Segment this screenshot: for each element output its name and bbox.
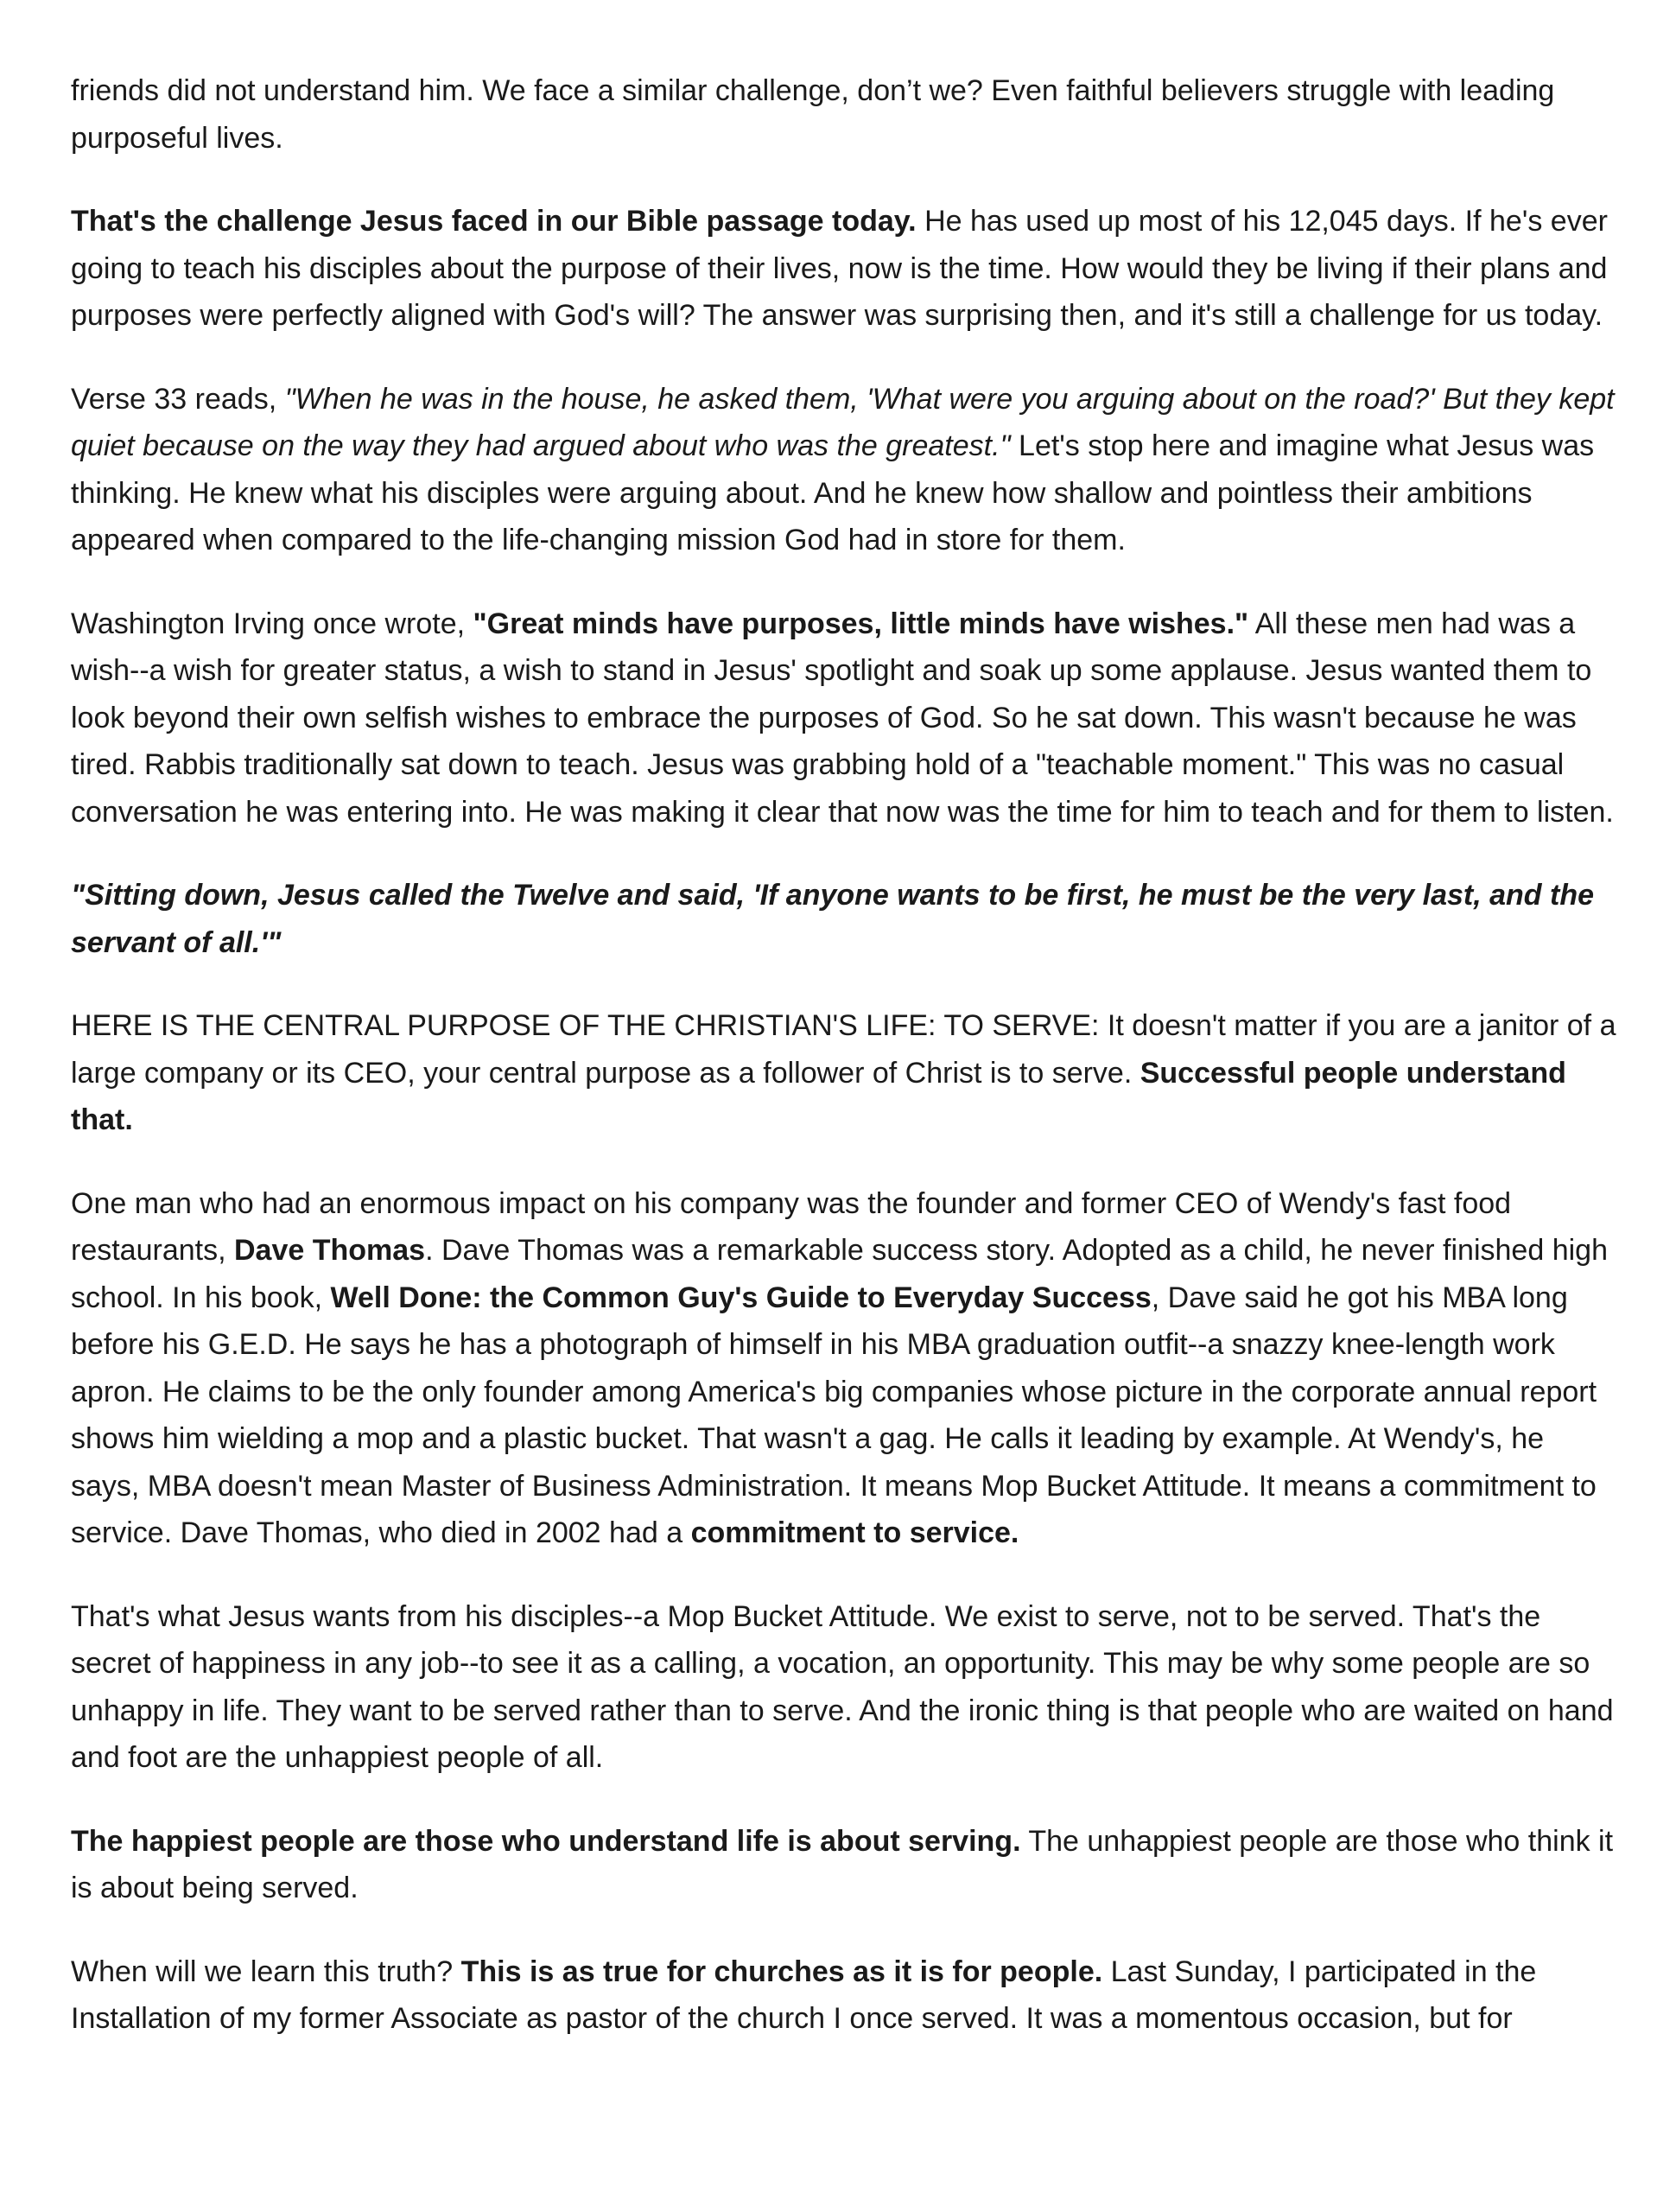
paragraph-3	[71, 376, 1617, 564]
paragraph-text: . Dave Thomas was a remarkable success story. Adopted as a child, he never finished high school. In his book,	[71, 1234, 1608, 1314]
paragraph-text: That's what Jesus wants from his disciples--a Mop Bucket Attitude. We exist to serve, not to be served. That's the secret of happiness in any job--to see it as a calling, a vocation, an opportunity. This may be why some people are so unhappy in life. They want to be served rather than to serve. And the ironic thing is that people who are waited on hand and foot are the unhappiest people of all.	[71, 1599, 1614, 1774]
quotation-bold: "Great minds have purposes, little minds have wishes."	[473, 607, 1249, 640]
paragraph-2	[71, 198, 1617, 340]
paragraph-text: One man who had an enormous impact on his company was the founder and former CEO of Wendy's fast food restaurants,	[71, 1186, 1512, 1267]
paragraph-text: When will we learn this truth?	[71, 1955, 461, 1988]
paragraph-1	[71, 67, 1617, 162]
paragraph-8	[71, 1593, 1617, 1782]
paragraph-4	[71, 601, 1617, 836]
paragraph-9	[71, 1818, 1617, 1912]
bold-emphasis: This is as true for churches as it is for people.	[460, 1955, 1103, 1988]
paragraph-7	[71, 1180, 1617, 1557]
book-title: Well Done: the Common Guy's Guide to Everyday Success	[330, 1281, 1152, 1314]
scripture-quote-bold: "Sitting down, Jesus called the Twelve and said, 'If anyone wants to be first, he must be the very last, and the servant of all.'"	[71, 879, 1595, 959]
paragraph-text: HERE IS THE CENTRAL PURPOSE OF THE CHRISTIAN'S LIFE: TO SERVE: It doesn't matter if you are a janitor of a large company or its CEO, your central purpose as a follower of Christ is to serve.	[71, 1009, 1616, 1090]
paragraph-text: Last Sunday, I participated in the Installation of my former Associate as pastor of the church I once served. It was a momentous occasion, but for	[71, 1955, 1537, 2035]
paragraph-text: , Dave said he got his MBA long before his G.E.D. He says he has a photograph of himself in his MBA graduation outfit--a snazzy knee-length work apron. He claims to be the only founder among America's big companies whose picture in the corporate annual report shows him wielding a mop and a plastic bucket. That wasn't a gag. He calls it leading by example. At Wendy's, he says, MBA doesn't mean Master of Business Administration. It means Mop Bucket Attitude. It means a commitment to service. Dave Thomas, who died in 2002 had a	[71, 1281, 1597, 1549]
paragraph-text: He has used up most of his 12,045 days. If he's ever going to teach his disciples about the purpose of their lives, now is the time. How would they be living if their plans and purposes were perfectly aligned with God's will? The answer was surprising then, and it's still a challenge for us today.	[71, 205, 1608, 332]
paragraph-text: friends did not understand him. We face a similar challenge, don’t we? Even faithful believers struggle with leading purposeful lives.	[71, 74, 1555, 155]
paragraph-text: Verse 33 reads,	[71, 382, 285, 416]
paragraph-text: Washington Irving once wrote,	[71, 607, 473, 640]
bold-name: Dave Thomas	[233, 1234, 426, 1267]
paragraph-5	[71, 872, 1617, 966]
bold-lead-sentence: The happiest people are those who understand life is about serving.	[71, 1824, 1021, 1858]
bold-emphasis: Successful people understand that.	[71, 1056, 1566, 1136]
paragraph-6	[71, 1002, 1617, 1144]
bold-lead-sentence: That's the challenge Jesus faced in our Bible passage today.	[71, 205, 917, 238]
paragraph-text: All these men had was a wish--a wish for greater status, a wish to stand in Jesus' spotlight and soak up some applause. Jesus wanted them to look beyond their own selfish wishes to embrace the purposes of God. So he sat down. This wasn't because he was tired. Rabbis traditionally sat down to teach. Jesus was grabbing hold of a "teachable moment." This was no casual conversation he was entering into. He was making it clear that now was the time for him to teach and for them to listen.	[71, 607, 1614, 829]
scripture-quote: "When he was in the house, he asked them, 'What were you arguing about on the road?' But they kept quiet because on the way they had argued about who was the greatest."	[71, 382, 1615, 462]
document-page	[71, 67, 1617, 2079]
paragraph-text: Let's stop here and imagine what Jesus was thinking. He knew what his disciples were arguing about. And he knew how shallow and pointless their ambitions appeared when compared to the life-changing mission God had in store for them.	[71, 429, 1595, 556]
bold-emphasis: commitment to service.	[690, 1516, 1019, 1549]
paragraph-text: The unhappiest people are those who think it is about being served.	[71, 1824, 1614, 1904]
paragraph-10	[71, 1948, 1617, 2043]
